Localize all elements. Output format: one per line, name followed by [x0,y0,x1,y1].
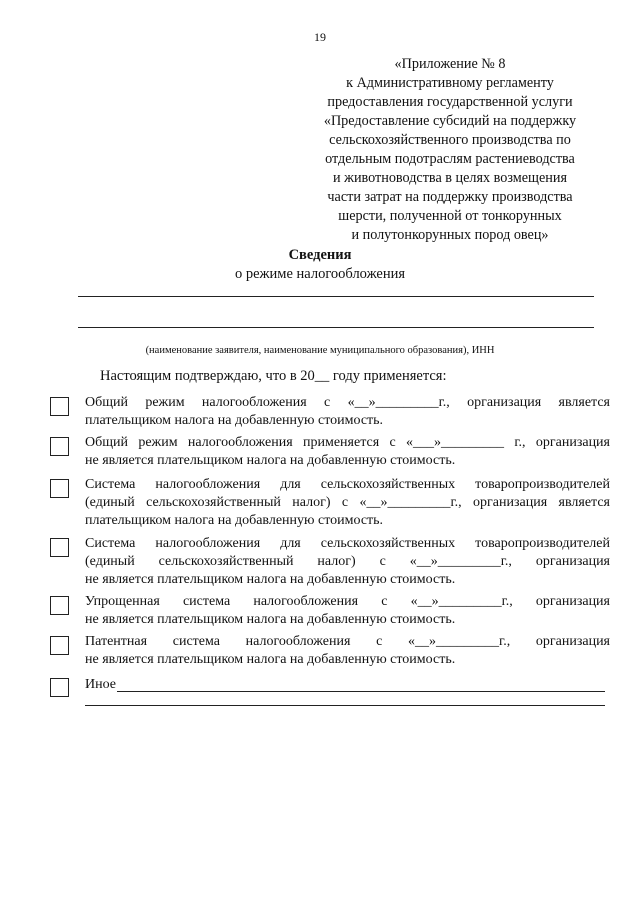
option-patent [85,633,610,669]
option-line: (единый сельскохозяйственный налог) с «__»_________г., организация является [85,495,610,510]
appendix-line: «Приложение № 8 [394,56,506,72]
option-checkbox-general-non-vat[interactable] [50,437,69,456]
page-number: 19 [314,30,326,44]
appendix-line: сельскохозяйственного производства по [329,132,571,148]
document-subtitle: о режиме налогообложения [234,266,406,282]
option-simplified [85,593,610,629]
option-line: не является плательщиком налога на добавленную стоимость. [85,652,456,667]
intro-text: Настоящим подтверждаю, что в 20__ году применяется: [100,368,447,384]
option-line: Система налогообложения для сельскохозяйственных товаропроизводителей [85,536,610,551]
option-line: Система налогообложения для сельскохозяйственных товаропроизводителей [85,477,610,492]
appendix-line: предоставления государственной услуги [327,94,573,110]
option-checkbox-esxn-vat-payer[interactable] [50,479,69,498]
option-checkbox-general-vat-payer[interactable] [50,397,69,416]
document-title: Сведения [288,247,352,263]
option-line: Упрощенная система налогообложения с «__»_________г., организация [85,594,610,609]
appendix-line: части затрат на поддержку производства [327,189,573,205]
applicant-name-line-1[interactable] [78,296,594,297]
option-general-non-vat [85,434,610,470]
applicant-caption: (наименование заявителя, наименование муниципального образования), ИНН [145,345,495,356]
other-label: Иное [85,677,116,692]
option-general-vat-payer [85,394,610,430]
appendix-header [300,55,600,245]
appendix-line: и полутонкорунных пород овец» [351,227,549,243]
option-line: Общий режим налогообложения применяется с «___»_________ г., организация [85,435,610,450]
option-checkbox-simplified[interactable] [50,596,69,615]
option-checkbox-patent[interactable] [50,636,69,655]
option-esxn-non-vat [85,535,610,589]
appendix-line: отдельным подотраслям растениеводства [325,151,575,167]
appendix-line: к Административному регламенту [346,75,554,91]
option-checkbox-esxn-non-vat[interactable] [50,538,69,557]
other-input-line-1[interactable] [117,691,605,692]
option-line: Патентная система налогообложения с «__»_________г., организация [85,634,610,649]
applicant-name-line-2[interactable] [78,327,594,328]
option-line: Общий режим налогообложения с «__»_________г., организация является [85,395,610,410]
option-line: не является плательщиком налога на добавленную стоимость. [85,572,456,587]
option-checkbox-other[interactable] [50,678,69,697]
appendix-line: и животноводства в целях возмещения [333,170,567,186]
option-line: (единый сельскохозяйственный налог) с «__»_________г., организация [85,554,610,569]
option-esxn-vat-payer [85,476,610,530]
appendix-line: «Предоставление субсидий на поддержку [323,113,577,129]
option-line: не является плательщиком налога на добавленную стоимость. [85,612,456,627]
option-line: плательщиком налога на добавленную стоимость. [85,513,384,528]
option-line: плательщиком налога на добавленную стоимость. [85,413,384,428]
appendix-line: шерсти, полученной от тонкорунных [338,208,562,224]
other-input-line-2[interactable] [85,705,605,706]
option-line: не является плательщиком налога на добавленную стоимость. [85,453,456,468]
